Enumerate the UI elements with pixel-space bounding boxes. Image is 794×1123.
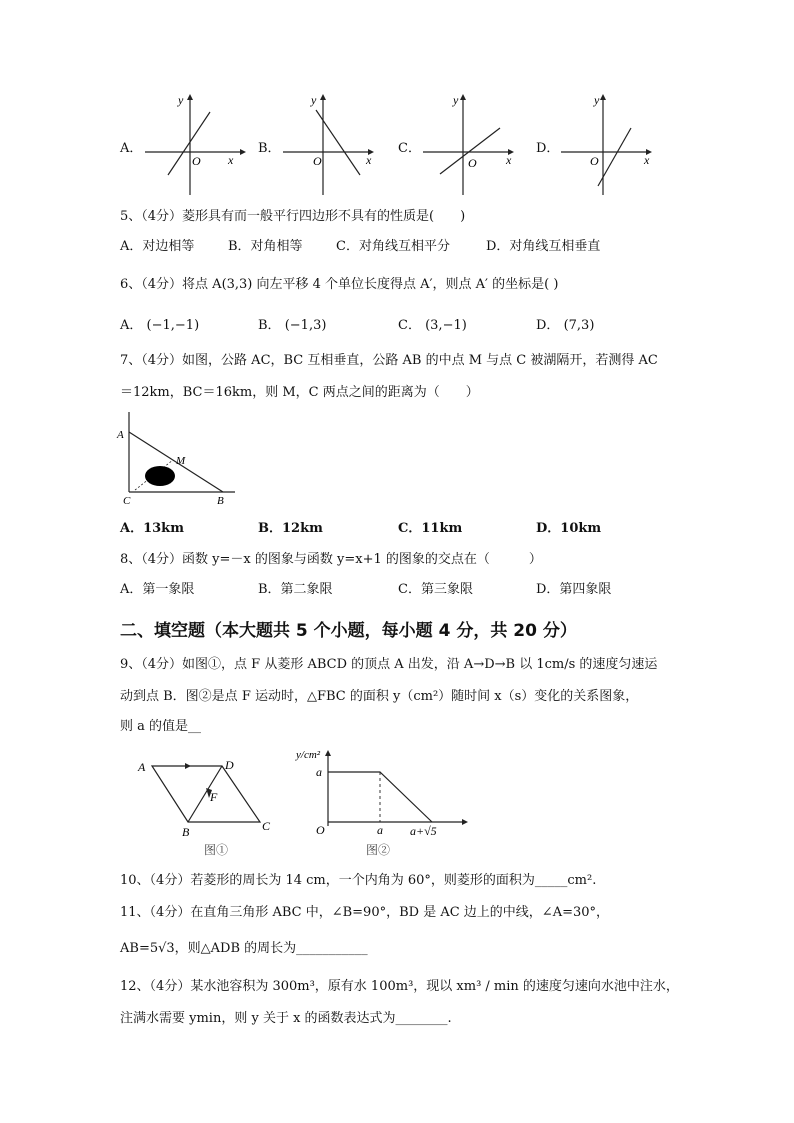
q6-option-d-value: (7,3) [563,318,595,333]
q8-stem: 8、（4分）函数 y=－x 的图象与函数 y=x+1 的图象的交点在（ ） [120,552,542,567]
x-label: x [366,153,372,167]
q10-stem: 10、（4分）若菱形的周长为 14 cm，一个内角为 60°，则菱形的面积为_____cm². [120,873,597,888]
q8-option-d: D．第四象限 [536,582,612,597]
label-a: A [117,429,124,441]
q7-option-a-letter: A． [120,521,144,536]
q7-option-b [258,520,323,538]
q4-option-a-letter: A． [120,141,143,156]
y-arrow [187,94,193,100]
q9-stem-line1: 9、（4分）如图①，点 F 从菱形 ABCD 的顶点 A 出发，沿 A→D→B 以 1cm/s 的速度匀速运 [120,657,658,672]
label-c: C [262,819,271,833]
q8-option-c: C．第三象限 [398,582,473,597]
y-arrow [600,94,606,100]
q7-option-a [120,520,184,538]
q6-option-d [536,317,594,335]
q9-stem-line3: 则 a 的值是__ [120,719,202,734]
x-tick-a: a [377,823,383,837]
y-arrow [320,94,326,100]
q7-option-d-letter: D． [536,521,561,536]
function-line [168,112,210,175]
label-b: B [182,825,190,839]
q9-figure-1 [130,752,290,862]
q4-graph-c [418,90,528,200]
label-f: F [210,790,218,804]
q7-figure [115,408,245,508]
label-b: B [217,495,224,507]
q6-option-a-value: (−1,−1) [146,318,200,333]
q12-stem-line1: 12、（4分）某水池容积为 300m³，原有水 100m³，现以 xm³ / min 的速度匀速向水池中注水， [120,979,679,994]
q12-stem-line2: 注满水需要 ymin，则 y 关于 x 的函数表达式为________. [120,1011,452,1026]
q7-option-a-value: 13km [143,521,184,536]
x-arrow [240,149,246,155]
lake [145,466,175,486]
q6-option-c-letter: C． [398,318,421,333]
y-label: y [453,93,459,107]
q6-option-b-letter: B． [258,318,281,333]
y-unit-label: y/cm² [296,749,321,761]
q6-stem: 6、（4分）将点 A(3,3) 向左平移 4 个单位长度得点 A′，则点 A′ 的坐标是( ) [120,277,559,292]
q6-option-d-letter: D． [536,318,560,333]
q7-stem-line2: ＝12km，BC＝16km，则 M，C 两点之间的距离为（ ） [120,385,479,400]
q4-graph-b [278,90,388,200]
q6-option-b-value: (−1,3) [284,318,327,333]
x-label: x [506,153,512,167]
q4-option-b-letter: B． [258,141,281,156]
q7-option-b-letter: B． [258,521,282,536]
origin-label: O [468,156,477,170]
x-label: x [228,153,234,167]
q6-option-a [120,317,199,335]
q9-stem-line2: 动到点 B．图②是点 F 运动时，△FBC 的面积 y（cm²）随时间 x（s）变化的关系图象， [120,689,639,704]
q7-stem-line1: 7、（4分）如图，公路 AC，BC 互相垂直，公路 AB 的中点 M 与点 C 被湖隔开，若测得 AC [120,353,658,368]
y-tick-a: a [316,765,322,779]
q5-option-c: C．对角线互相平分 [336,239,450,254]
origin-label: O [313,154,322,168]
q6-option-a-letter: A． [120,318,143,333]
q6-option-c [398,317,467,335]
y-arrow [325,750,331,756]
q5-stem: 5、（4分）菱形具有而一般平行四边形不具有的性质是( ) [120,209,466,224]
q7-option-c [398,520,462,538]
y-label: y [311,93,317,107]
label-a: A [138,760,146,774]
q8-option-b: B．第二象限 [258,582,333,597]
q7-option-c-value: 11km [421,521,463,536]
x-arrow [462,819,468,825]
rhombus-abcd [152,766,260,822]
q6-option-c-value: (3,−1) [425,318,467,333]
label-m: M [176,455,186,467]
y-label: y [178,93,184,107]
x-label: x [644,153,650,167]
caption-fig1: 图① [204,843,229,857]
q7-option-d [536,520,601,538]
q4-option-c-letter: C． [398,141,421,156]
q5-option-d: D．对角线互相垂直 [486,239,601,254]
q6-option-b [258,317,326,335]
arrow-ad [185,763,191,769]
q5-option-b: B．对角相等 [228,239,303,254]
q7-option-b-value: 12km [282,521,323,536]
q11-stem-line1: 11、（4分）在直角三角形 ABC 中，∠B=90°，BD 是 AC 边上的中线，∠A=30°， [120,905,610,920]
origin-label: O [590,154,599,168]
q4-graph-a [140,90,250,200]
q7-option-d-value: 10km [560,521,602,536]
q11-stem-line2: AB=5√3，则△ADB 的周长为___________ [120,941,368,956]
x-tick-end: a+√5 [410,824,437,838]
q8-option-a: A．第一象限 [120,582,195,597]
label-c: C [123,495,131,507]
q7-option-c-letter: C． [398,521,422,536]
y-label: y [594,93,600,107]
origin-label: O [316,823,325,837]
y-arrow [460,94,466,100]
q4-option-d-letter: D． [536,141,560,156]
q5-option-a: A．对边相等 [120,239,195,254]
q9-figure-2 [292,742,472,860]
caption-fig2: 图② [366,843,391,857]
q4-graph-d [556,90,666,200]
origin-label: O [192,154,201,168]
label-d: D [225,758,234,772]
section-2-title: 二、填空题（本大题共 5 个小题，每小题 4 分，共 20 分） [120,621,577,641]
